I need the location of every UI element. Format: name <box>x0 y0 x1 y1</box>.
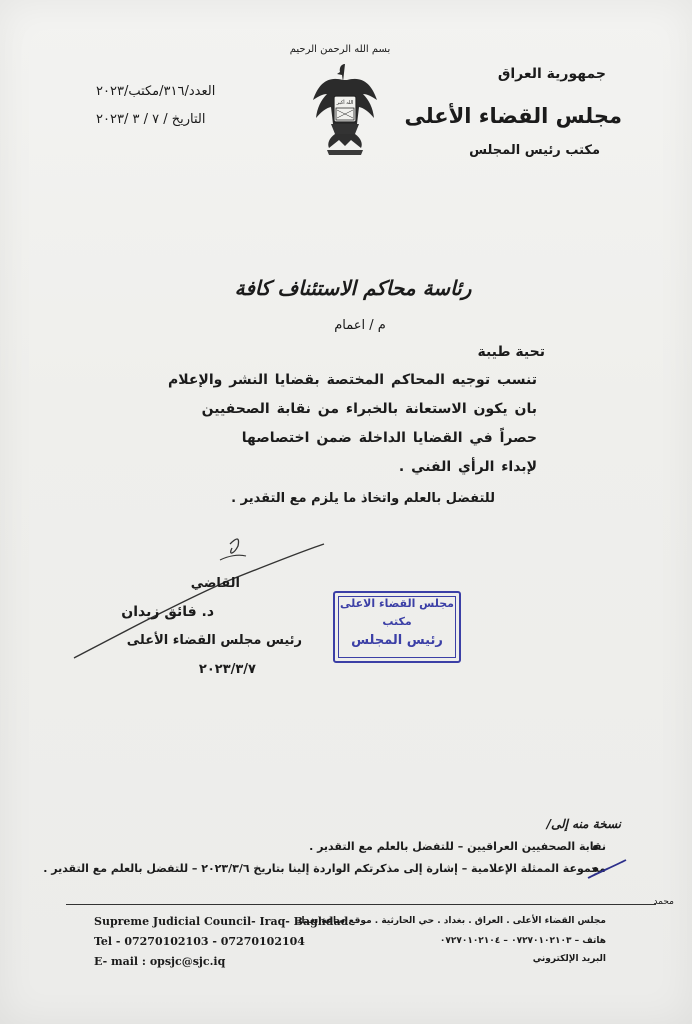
reference-number: العدد/٣١٦/مكتب/٢٠٢٣ <box>96 84 216 99</box>
basmala: بسم الله الرحمن الرحيم <box>289 44 391 55</box>
signatory-name: د. فائق زيدان <box>121 604 214 620</box>
footer-english-line: Supreme Judicial Council- Iraq- Baghdad <box>94 915 349 928</box>
stamp-line: مجلس القضاء الاعلى <box>340 597 454 610</box>
footer-english-line: E- mail : opsjc@sjc.iq <box>94 955 226 968</box>
copy-recipient: مجموعة الممثلة الإعلامية – إشارة إلى مذكرتكم الواردة إلينا بتاريخ ٢٠٢٣/٣/٦ – للتفضل بالعلم مع التقدير . <box>43 862 606 875</box>
footer-arabic-line: مجلس القضاء الأعلى . العراق . بغداد . حي الحارثية . موقع ساعة بغداد <box>296 916 606 926</box>
footer-arabic-line: هاتف – ٠٧٢٧٠١٠٢١٠٣ – ٠٧٢٧٠١٠٢١٠٤ <box>439 936 606 946</box>
subject: م / اعمام <box>334 318 386 333</box>
footer-english-line: Tel - 07270102103 - 07270102104 <box>94 935 305 948</box>
republic-label: جمهورية العراق <box>497 66 606 82</box>
footer-divider <box>66 904 656 905</box>
council-title: مجلس القضاء الأعلى <box>404 104 622 128</box>
letter-date: التاريخ / ٧ / ٣ /٢٠٢٣ <box>96 112 206 127</box>
office-stamp <box>333 591 461 663</box>
corner-mark: محمد <box>653 897 674 907</box>
greeting: تحية طيبة <box>477 344 545 360</box>
body-line: حصراً في القضايا الداخلة ضمن اختصاصها <box>241 430 537 446</box>
closing-line: للتفضل بالعلم واتخاذ ما يلزم مع التقدير . <box>231 491 495 506</box>
signatory-title: القاضي <box>190 576 240 591</box>
stamp-line: رئيس المجلس <box>351 633 443 648</box>
handwritten-tick-mark <box>586 858 628 880</box>
copies-heading: نسخة منه إلى/ <box>546 817 621 831</box>
body-line: لإبداء الرأي الفني . <box>398 459 537 475</box>
emblem-text: الله أكبر <box>336 100 354 106</box>
body-line: تنسب توجيه المحاكم المختصة بقضايا النشر والإعلام <box>167 372 537 388</box>
signature-date: ٢٠٢٣/٣/٧ <box>198 662 256 677</box>
stamp-line: مكتب <box>382 615 412 628</box>
office-label: مكتب رئيس المجلس <box>469 143 600 158</box>
footer-arabic-line: البريد الإلكتروني <box>532 954 606 964</box>
copy-recipient: نقابة الصحفيين العراقيين – للتفضل بالعلم مع التقدير . <box>309 840 606 853</box>
body-line: بان يكون الاستعانة بالخبراء من نقابة الصحفيين <box>201 401 537 417</box>
signatory-role: رئيس مجلس القضاء الأعلى <box>126 633 302 648</box>
addressee: رئاسة محاكم الاستئناف كافة <box>234 276 472 300</box>
iraq-eagle-emblem-icon <box>309 60 381 160</box>
